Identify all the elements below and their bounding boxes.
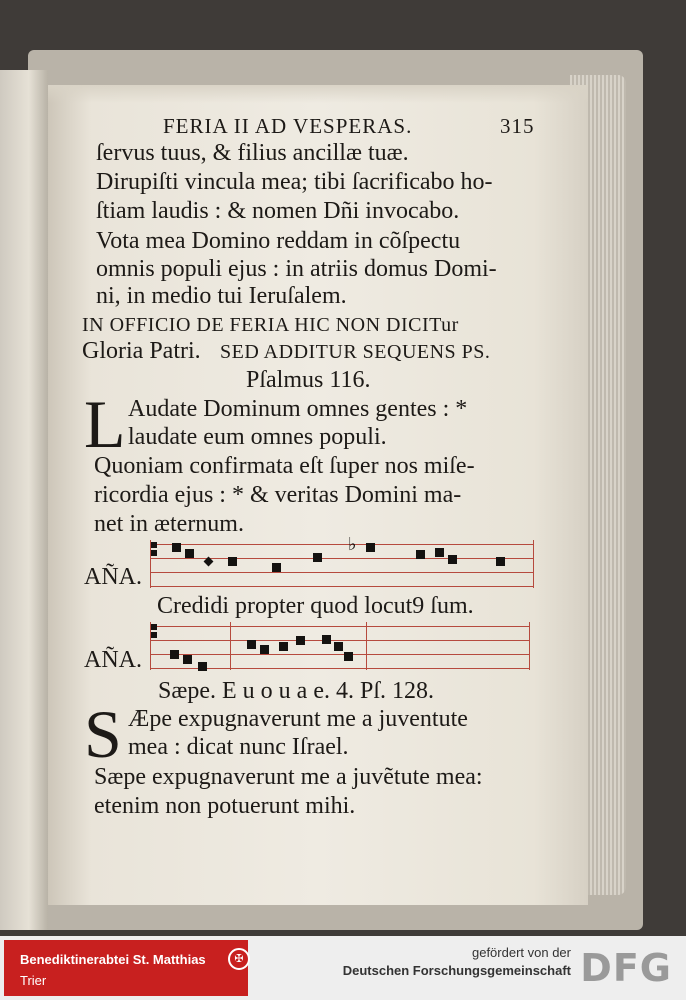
text-line: Sæpe expugnaverunt me a juvẽtute mea:	[94, 764, 483, 790]
funding-line: gefördert von der	[471, 945, 571, 960]
rubric-line: SED ADDITUR SEQUENS PS.	[220, 341, 491, 363]
antiphon-label: AÑA.	[84, 564, 142, 590]
funding-text	[343, 944, 571, 980]
drop-capital: S	[84, 696, 122, 772]
text-line: Audate Dominum omnes gentes : *	[128, 396, 468, 422]
footer-bar	[0, 936, 686, 1000]
text-line: Dirupiſti vincula mea; tibi ſacrificabo ho-	[96, 169, 493, 195]
text-line: mea : dicat nunc Iſrael.	[128, 734, 349, 760]
dfg-logo[interactable]: DFG	[580, 946, 672, 990]
left-page-edge	[0, 70, 48, 930]
antiphon-label: AÑA.	[84, 647, 142, 673]
running-header: FERIA II AD VESPERAS.	[163, 114, 413, 138]
institution-banner[interactable]	[4, 940, 248, 996]
text-line: Æpe expugnaverunt me a juventute	[128, 706, 468, 732]
psalm-title: Pſalmus 116.	[246, 367, 371, 393]
psalm-tone-line: Sæpe. E u o u a e. 4. Pſ. 128.	[158, 678, 434, 704]
institution-city: Trier	[20, 973, 47, 988]
text-line: Quoniam confirmata eſt ſuper nos miſe-	[94, 453, 475, 479]
rubric-gloria: Gloria Patri.	[82, 338, 201, 364]
text-line: ſervus tuus, & filius ancillæ tuæ.	[96, 140, 409, 166]
rubric-line: IN OFFICIO DE FERIA HIC NON DICITur	[82, 314, 459, 336]
drop-capital: L	[84, 386, 126, 462]
text-line: laudate eum omnes populi.	[128, 424, 387, 450]
antiphon-text: Credidi propter quod locut9 ſum.	[157, 593, 474, 619]
funder-name: Deutschen Forschungsgemeinschaft	[342, 963, 571, 978]
text-line: Vota mea Domino reddam in cõſpectu	[96, 228, 461, 254]
abbey-logo-icon: ✠	[228, 948, 250, 970]
text-line: etenim non potuerunt mihi.	[94, 793, 356, 819]
music-staff	[150, 622, 530, 670]
institution-name: Benediktinerabtei St. Matthias	[20, 952, 206, 967]
text-line: net in æternum.	[94, 511, 244, 537]
music-staff: ♭	[150, 540, 534, 588]
text-line: ricordia ejus : * & veritas Domini ma-	[94, 482, 462, 508]
text-line: ni, in medio tui Ieruſalem.	[96, 283, 347, 309]
text-line: ſtiam laudis : & nomen Dñi invocabo.	[96, 198, 460, 224]
page-number: 315	[500, 114, 535, 138]
text-line: omnis populi ejus : in atriis domus Domi-	[96, 256, 497, 282]
